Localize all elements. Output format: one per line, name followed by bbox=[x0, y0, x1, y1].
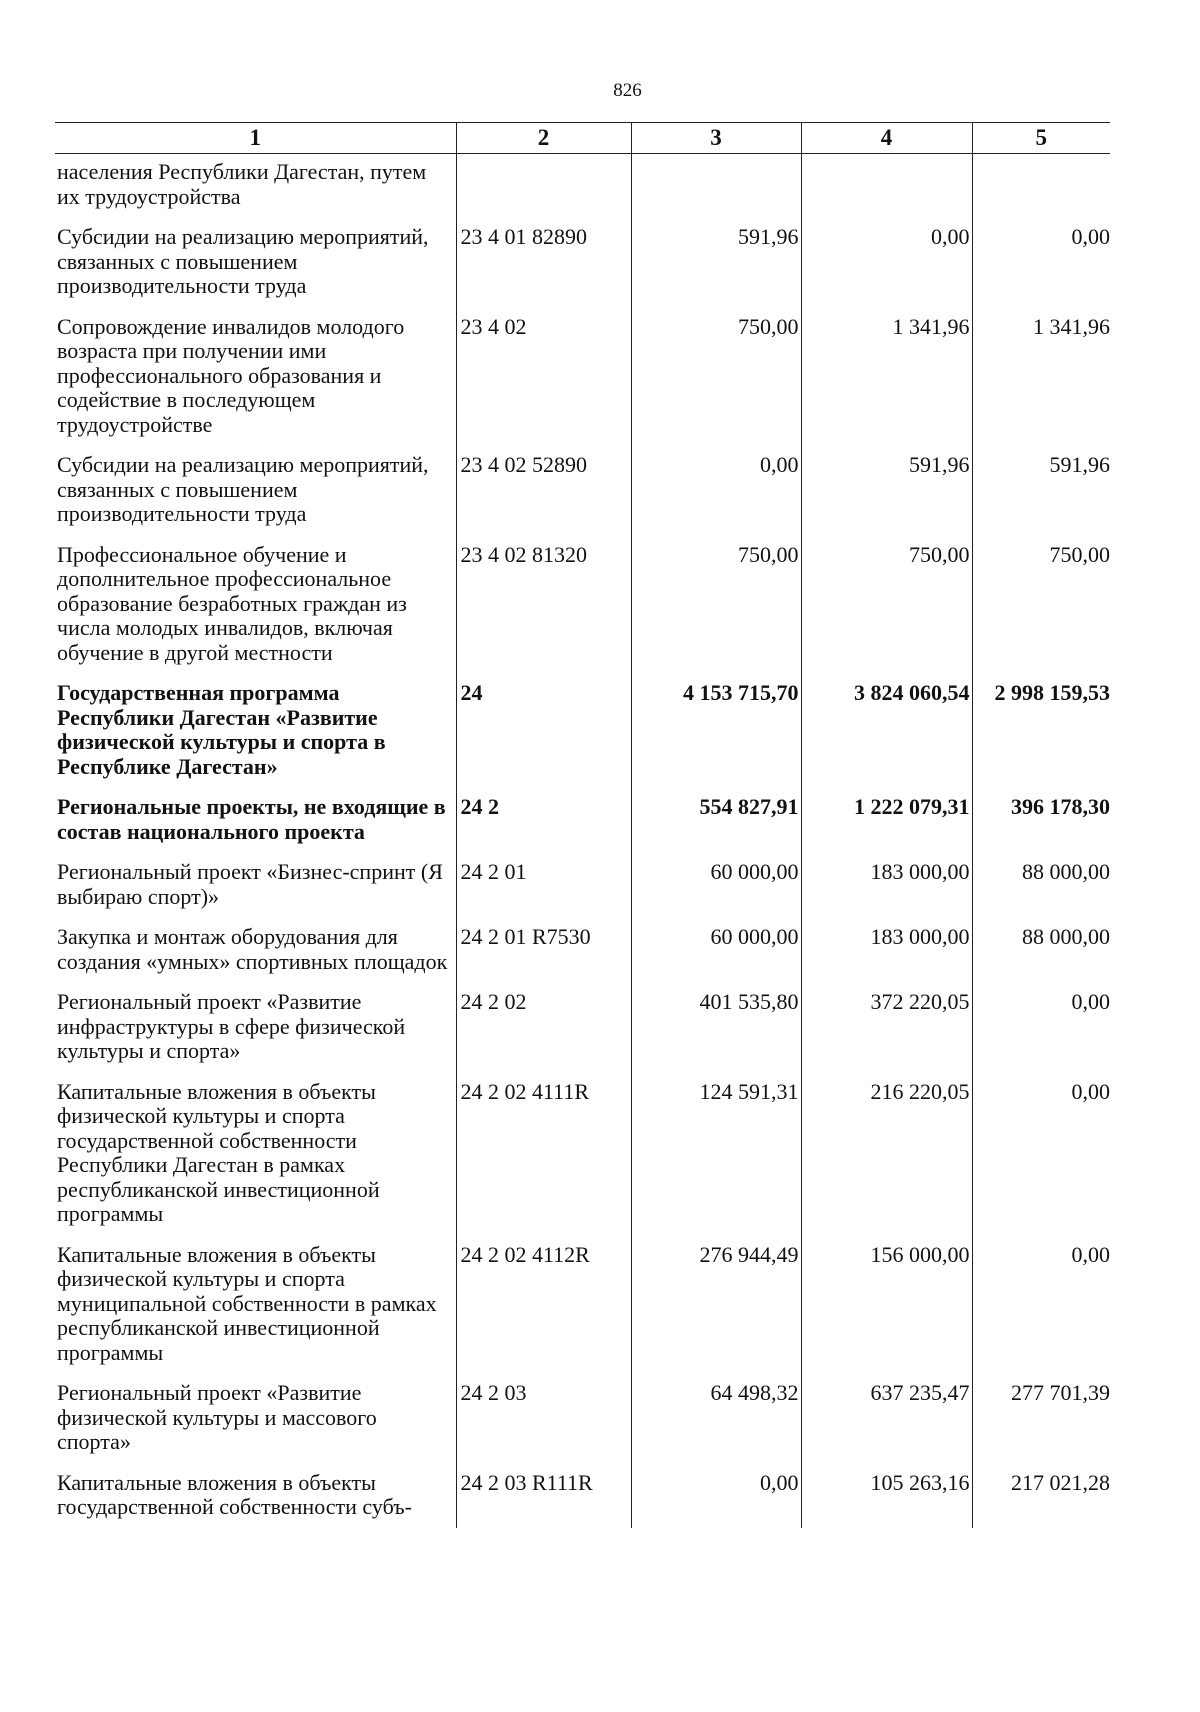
row-name-cell: Профессиональное обучение и дополнительное профессиональное образование безработных граждан из числа молодых инвалидов, включая обучение в другой местности bbox=[57, 541, 407, 665]
budget-table-container bbox=[55, 122, 1110, 1574]
row-value-col4-cell: 156 000,00 bbox=[801, 1235, 972, 1374]
row-name-cell: Капитальные вложения в объекты физической культуры и спорта государственной собственности Республики Дагестан в рамках республиканской инвестиционной программы bbox=[57, 1078, 380, 1226]
row-value-col5-cell: 396 178,30 bbox=[972, 787, 1110, 852]
row-value-col4-cell: 216 220,05 bbox=[801, 1072, 972, 1235]
table-row bbox=[55, 1072, 1110, 1235]
row-value-col5-cell: 277 701,39 bbox=[972, 1373, 1110, 1463]
row-value-col5-cell: 750,00 bbox=[972, 535, 1110, 674]
page-number: 826 bbox=[613, 80, 642, 101]
row-code-cell: 24 bbox=[456, 673, 631, 787]
table-row bbox=[55, 787, 1110, 852]
row-code-cell: 23 4 02 81320 bbox=[456, 535, 631, 674]
row-code-cell: 24 2 03 R111R bbox=[456, 1463, 631, 1528]
column-header-4: 4 bbox=[801, 123, 972, 154]
row-value-col4-cell: 1 222 079,31 bbox=[801, 787, 972, 852]
row-name-cell: Капитальные вложения в объекты государственной собственности субъ- bbox=[57, 1469, 412, 1519]
row-value-col5-cell: 217 021,28 bbox=[972, 1463, 1110, 1528]
row-code-cell: 23 4 02 52890 bbox=[456, 445, 631, 535]
table-row bbox=[55, 217, 1110, 307]
row-name-cell: населения Республики Дагестан, путем их трудоустройства bbox=[57, 159, 427, 209]
column-header-1: 1 bbox=[55, 123, 456, 154]
row-code-cell: 24 2 01 bbox=[456, 852, 631, 917]
row-value-col3-cell: 554 827,91 bbox=[631, 787, 801, 852]
row-code-cell bbox=[456, 154, 631, 218]
row-value-col5-cell: 1 341,96 bbox=[972, 307, 1110, 446]
row-value-col4-cell bbox=[801, 154, 972, 218]
row-value-col4-cell: 591,96 bbox=[801, 445, 972, 535]
row-value-col3-cell: 591,96 bbox=[631, 217, 801, 307]
row-value-col5-cell: 88 000,00 bbox=[972, 917, 1110, 982]
row-value-col4-cell: 1 341,96 bbox=[801, 307, 972, 446]
row-code-cell: 23 4 01 82890 bbox=[456, 217, 631, 307]
table-row bbox=[55, 445, 1110, 535]
row-value-col3-cell: 4 153 715,70 bbox=[631, 673, 801, 787]
table-row bbox=[55, 307, 1110, 446]
row-value-col4-cell: 372 220,05 bbox=[801, 982, 972, 1072]
row-value-col5-cell: 88 000,00 bbox=[972, 852, 1110, 917]
table-row bbox=[55, 852, 1110, 917]
row-code-cell: 24 2 02 bbox=[456, 982, 631, 1072]
column-header-2: 2 bbox=[456, 123, 631, 154]
table-row bbox=[55, 535, 1110, 674]
table-row bbox=[55, 1235, 1110, 1374]
column-header-3: 3 bbox=[631, 123, 801, 154]
row-value-col3-cell: 750,00 bbox=[631, 535, 801, 674]
row-name-cell: Субсидии на реализацию мероприятий, связанных с повышением производительности труда bbox=[57, 224, 429, 298]
row-code-cell: 24 2 03 bbox=[456, 1373, 631, 1463]
row-code-cell: 24 2 01 R7530 bbox=[456, 917, 631, 982]
row-name-cell: Региональный проект «Развитие инфраструктуры в сфере физической культуры и спорта» bbox=[57, 989, 406, 1063]
row-name-cell: Закупка и монтаж оборудования для создания «умных» спортивных площадок bbox=[57, 924, 448, 974]
table-row bbox=[55, 917, 1110, 982]
row-code-cell: 24 2 02 4111R bbox=[456, 1072, 631, 1235]
column-header-5: 5 bbox=[972, 123, 1110, 154]
row-value-col3-cell: 276 944,49 bbox=[631, 1235, 801, 1374]
row-value-col3-cell: 750,00 bbox=[631, 307, 801, 446]
budget-table bbox=[55, 122, 1110, 1528]
row-value-col4-cell: 637 235,47 bbox=[801, 1373, 972, 1463]
row-code-cell: 24 2 02 4112R bbox=[456, 1235, 631, 1374]
row-value-col4-cell: 3 824 060,54 bbox=[801, 673, 972, 787]
row-name-cell: Региональный проект «Бизнес-спринт (Я выбираю спорт)» bbox=[57, 859, 443, 909]
row-value-col4-cell: 750,00 bbox=[801, 535, 972, 674]
row-value-col5-cell: 0,00 bbox=[972, 1235, 1110, 1374]
row-value-col3-cell: 64 498,32 bbox=[631, 1373, 801, 1463]
row-value-col5-cell: 0,00 bbox=[972, 217, 1110, 307]
row-value-col3-cell: 60 000,00 bbox=[631, 852, 801, 917]
row-value-col3-cell bbox=[631, 154, 801, 218]
table-row bbox=[55, 982, 1110, 1072]
row-value-col3-cell: 401 535,80 bbox=[631, 982, 801, 1072]
row-value-col3-cell: 0,00 bbox=[631, 445, 801, 535]
row-value-col4-cell: 183 000,00 bbox=[801, 917, 972, 982]
row-name-cell: Государственная программа Республики Дагестан «Развитие физической культуры и спорта в Республике Дагестан» bbox=[57, 680, 386, 779]
row-value-col5-cell: 0,00 bbox=[972, 1072, 1110, 1235]
row-value-col5-cell bbox=[972, 154, 1110, 218]
table-row bbox=[55, 673, 1110, 787]
row-value-col5-cell: 0,00 bbox=[972, 982, 1110, 1072]
table-row bbox=[55, 154, 1110, 218]
row-name-cell: Региональный проект «Развитие физической культуры и массового спорта» bbox=[57, 1380, 377, 1454]
row-code-cell: 24 2 bbox=[456, 787, 631, 852]
table-row bbox=[55, 1373, 1110, 1463]
row-value-col5-cell: 591,96 bbox=[972, 445, 1110, 535]
row-value-col5-cell: 2 998 159,53 bbox=[972, 673, 1110, 787]
row-value-col4-cell: 0,00 bbox=[801, 217, 972, 307]
row-value-col3-cell: 60 000,00 bbox=[631, 917, 801, 982]
row-name-cell: Сопровождение инвалидов молодого возраста при получении ими профессионального образования и содействие в последующем трудоустройстве bbox=[57, 313, 405, 437]
row-value-col4-cell: 105 263,16 bbox=[801, 1463, 972, 1528]
row-code-cell: 23 4 02 bbox=[456, 307, 631, 446]
row-name-cell: Капитальные вложения в объекты физической культуры и спорта муниципальной собственности в рамках республиканской инвестиционной программы bbox=[57, 1241, 437, 1365]
row-value-col3-cell: 0,00 bbox=[631, 1463, 801, 1528]
row-value-col3-cell: 124 591,31 bbox=[631, 1072, 801, 1235]
row-name-cell: Субсидии на реализацию мероприятий, связанных с повышением производительности труда bbox=[57, 452, 429, 526]
table-header-row bbox=[55, 123, 1110, 154]
row-value-col4-cell: 183 000,00 bbox=[801, 852, 972, 917]
table-row bbox=[55, 1463, 1110, 1528]
table-body bbox=[55, 154, 1110, 1528]
row-name-cell: Региональные проекты, не входящие в состав национального проекта bbox=[57, 794, 446, 844]
